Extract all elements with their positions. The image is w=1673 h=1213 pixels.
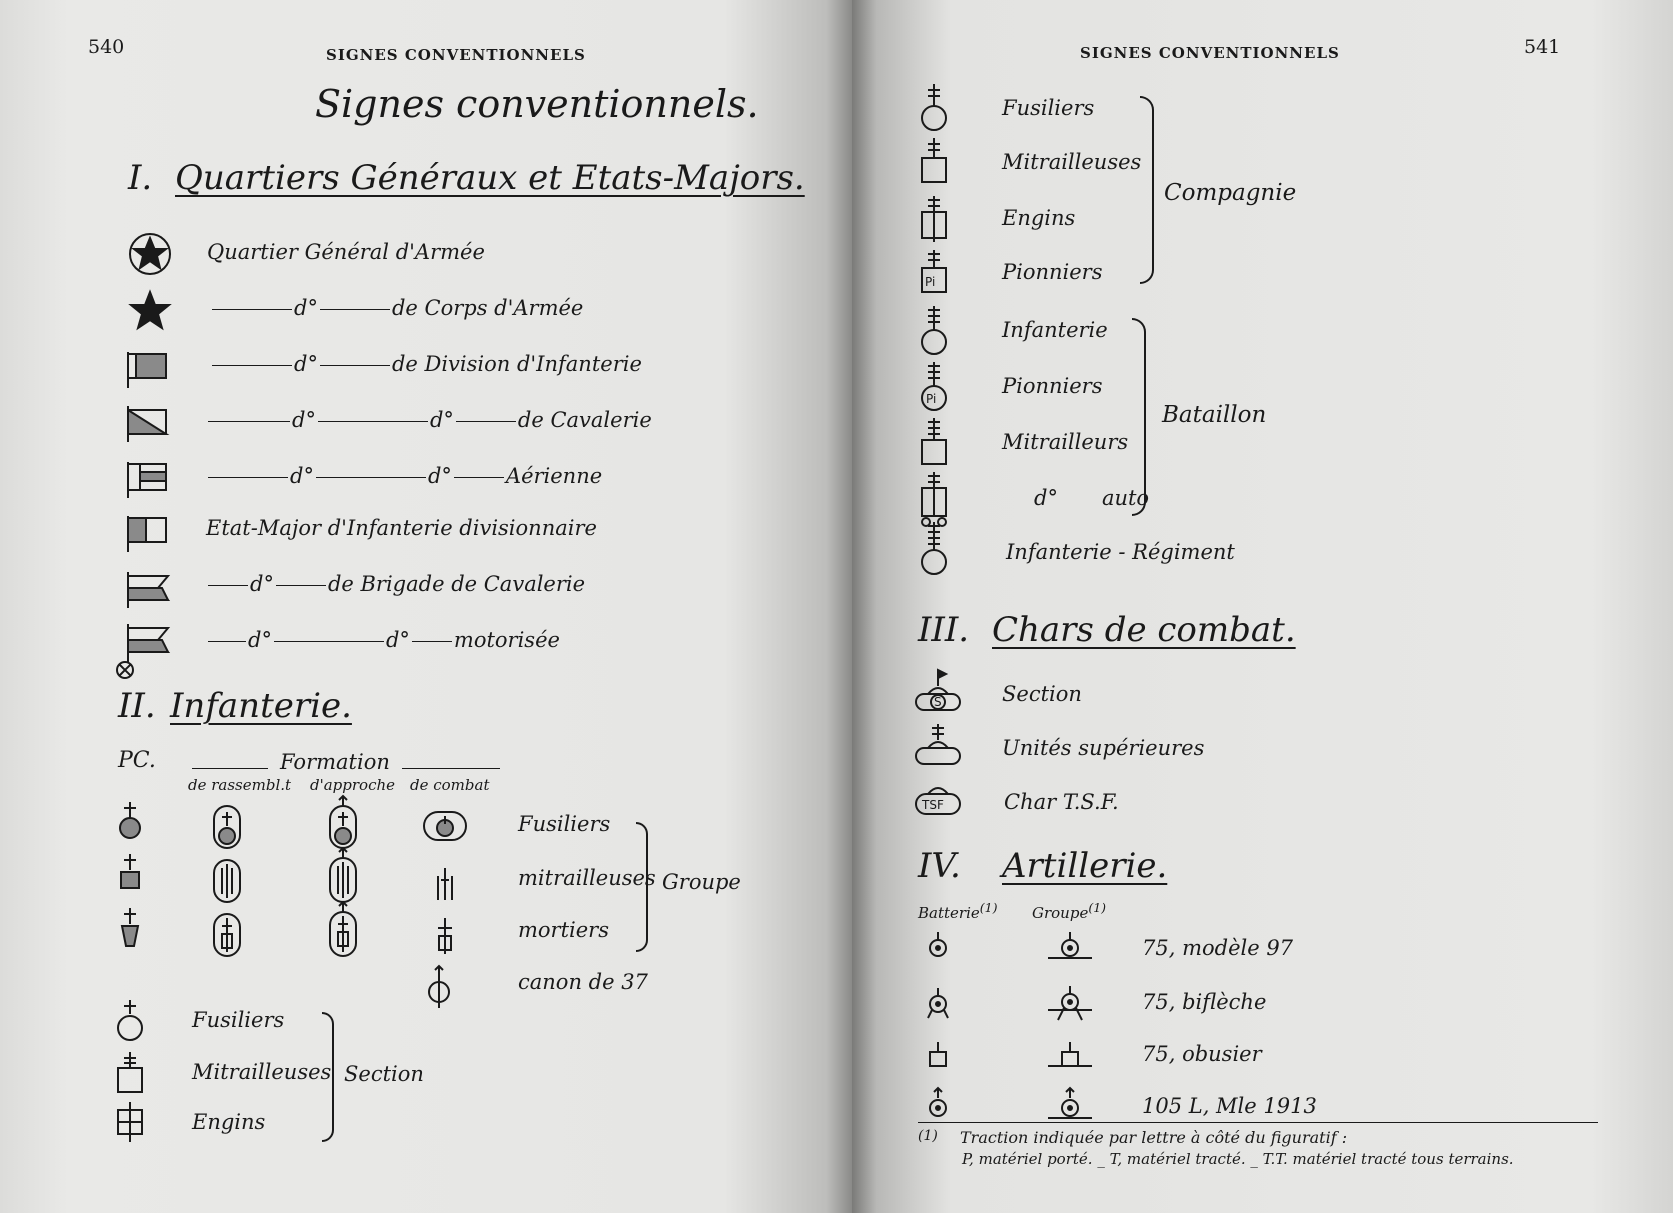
battery-75-bifleche-icon [926, 986, 950, 1020]
tank-superior-units-icon [914, 722, 964, 766]
bataillon-row-infanterie: Infanterie [1002, 318, 1108, 342]
rassemblement-fusiliers-icon [212, 804, 242, 850]
ditto-mark: d° [292, 408, 316, 432]
bataillon-row-pionniers: Pionniers [1002, 374, 1103, 398]
ditto-mark-2: d° [429, 408, 454, 432]
item-corps [210, 296, 583, 320]
compagnie-pionniers-icon [918, 248, 952, 296]
pc-mortiers-icon [118, 906, 146, 952]
formation-line-left [192, 768, 268, 769]
ditto-mark-2: d° [427, 464, 452, 488]
ditto-mark: d° [294, 352, 318, 376]
combat-mortiers-icon [432, 916, 458, 956]
running-head-left: SIGNES CONVENTIONNELS [326, 46, 586, 64]
section-row-mitrailleuses: Mitrailleuses [192, 1060, 332, 1084]
group-75-bifleche-icon [1046, 984, 1096, 1022]
formation-line-right [402, 768, 500, 769]
col-groupe-label: Groupe [1032, 904, 1089, 922]
bataillon-auto-label: auto [1101, 486, 1150, 510]
pc-mitrailleuses-icon [118, 852, 146, 892]
groupe-row-fusiliers: Fusiliers [518, 812, 611, 836]
item-aerienne-label: Aérienne [505, 464, 603, 488]
running-head-right: SIGNES CONVENTIONNELS [1080, 44, 1340, 62]
tank-section-icon [914, 668, 964, 712]
tank-item-radio: Char T.S.F. [1004, 790, 1119, 814]
formation-label: Formation [280, 750, 390, 774]
compagnie-engins-icon [918, 194, 952, 244]
col-groupe [1032, 900, 1106, 922]
tank-item-superior-units: Unités supérieures [1002, 736, 1205, 760]
combat-fusiliers-icon [422, 810, 468, 842]
motorized-flag-icon [116, 622, 172, 682]
section1-numeral: I. [128, 158, 153, 198]
approche-fusiliers-icon [328, 796, 358, 850]
item-cavalerie [206, 408, 652, 432]
page-number-right: 541 [1524, 36, 1561, 58]
ditto-mark: d° [294, 296, 318, 320]
item-brigade [206, 572, 585, 596]
compagnie-fusiliers-icon [918, 82, 952, 132]
section4-numeral: IV. [918, 846, 961, 886]
ditto-mark-2: d° [385, 628, 410, 652]
approche-mitrailleuses-icon [328, 848, 358, 904]
bataillon-label: Bataillon [1162, 402, 1267, 428]
compagnie-row-engins: Engins [1002, 206, 1076, 230]
artillery-item-75-97: 75, modèle 97 [1142, 936, 1294, 960]
rassemblement-mortiers-icon [212, 912, 242, 958]
ditto-mark: d° [1034, 486, 1058, 510]
section2-numeral: II. [118, 686, 156, 726]
footnote-ref: (1) [918, 1128, 938, 1144]
battery-105-icon [926, 1088, 950, 1122]
compagnie-row-mitrailleuses: Mitrailleuses [1002, 150, 1142, 174]
section-brace [322, 1012, 334, 1142]
pi-letters: Pi [925, 275, 936, 289]
tank-radio-letters: TSF [922, 798, 944, 812]
combat-mitrailleuses-icon [430, 866, 460, 902]
compagnie-brace [1140, 96, 1154, 284]
artillery-item-75-bifleche: 75, biflèche [1142, 990, 1267, 1014]
compagnie-row-fusiliers: Fusiliers [1002, 96, 1095, 120]
section-label: Section [344, 1062, 424, 1086]
bataillon-pionniers-icon [918, 360, 952, 412]
tank-section-letter: S [934, 695, 942, 709]
groupe-brace [636, 822, 648, 952]
section3-numeral: III. [918, 610, 970, 650]
groupe-row-canon: canon de 37 [518, 970, 648, 994]
item-motorisee [206, 628, 560, 652]
section-fusiliers-icon [116, 998, 146, 1042]
compagnie-label: Compagnie [1164, 180, 1297, 206]
footnote-mark-2: (1) [1088, 900, 1107, 915]
approche-mortiers-icon [328, 902, 358, 958]
col-batterie [918, 900, 997, 922]
ditto-mark: d° [248, 628, 272, 652]
groupe-row-mitrailleuses: mitrailleuses [518, 866, 656, 890]
page-number-left: 540 [88, 36, 125, 58]
bataillon-infanterie-icon [918, 304, 952, 356]
compagnie-row-pionniers: Pionniers [1002, 260, 1103, 284]
canon-37-icon [424, 966, 454, 1010]
battery-75-97-icon [926, 930, 950, 960]
ditto-mark: d° [290, 464, 314, 488]
bataillon-row-mitrailleurs: Mitrailleurs [1002, 430, 1129, 454]
footnote-rule [918, 1122, 1598, 1123]
hatched-flag-icon [126, 350, 170, 390]
swallowtail-flag-icon [126, 570, 172, 610]
section3-title: Chars de combat. [992, 610, 1296, 650]
right-page [852, 0, 1673, 1213]
groupe-row-mortiers: mortiers [518, 918, 609, 942]
section2-title: Infanterie. [170, 686, 352, 726]
col-combat: de combat [410, 776, 490, 794]
footnote-line-1: Traction indiquée par lettre à côté du figuratif : [960, 1128, 1348, 1147]
regiment-icon [918, 520, 952, 576]
half-hatched-flag-icon [126, 514, 170, 554]
battery-75-obusier-icon [926, 1040, 950, 1070]
col-batterie-label: Batterie [918, 904, 980, 922]
item-hq-army: Quartier Général d'Armée [207, 240, 485, 264]
star-icon [128, 290, 172, 330]
regiment-label: Infanterie - Régiment [1006, 540, 1235, 564]
banded-flag-icon [126, 460, 170, 500]
ditto-mark: d° [250, 572, 274, 596]
item-corps-label: de Corps d'Armée [391, 296, 584, 320]
col-approche: d'approche [310, 776, 396, 794]
pi-letters-2: Pi [926, 392, 937, 406]
item-cavalerie-label: de Cavalerie [517, 408, 652, 432]
section4-title: Artillerie. [1002, 846, 1168, 886]
pc-label: PC. [118, 748, 156, 773]
bataillon-mitrailleurs-icon [918, 416, 952, 468]
col-rassemblement: de rassembl.t [188, 776, 292, 794]
rassemblement-mitrailleuses-icon [212, 858, 242, 904]
section-row-engins: Engins [192, 1110, 266, 1134]
tank-radio-icon [914, 780, 964, 816]
item-brigade-label: de Brigade de Cavalerie [327, 572, 586, 596]
artillery-item-105: 105 L, Mle 1913 [1142, 1094, 1317, 1118]
section-row-fusiliers: Fusiliers [192, 1008, 285, 1032]
item-aerienne [206, 464, 602, 488]
artillery-item-75-obusier: 75, obusier [1142, 1042, 1262, 1066]
section-mitrailleuses-icon [114, 1050, 148, 1096]
group-75-97-icon [1046, 930, 1096, 962]
diagonal-flag-icon [126, 404, 170, 444]
item-motorisee-label: motorisée [453, 628, 560, 652]
footnote-mark-1: (1) [979, 900, 998, 915]
page-title: Signes conventionnels. [315, 82, 759, 126]
star-in-circle-icon [128, 232, 174, 278]
group-75-obusier-icon [1046, 1040, 1096, 1070]
item-etat-major: Etat-Major d'Infanterie divisionnaire [206, 516, 597, 540]
item-division [210, 352, 642, 376]
tank-item-section: Section [1002, 682, 1082, 706]
section-engins-icon [114, 1100, 148, 1144]
compagnie-mitrailleuses-icon [918, 136, 952, 186]
pc-fusiliers-icon [118, 800, 146, 840]
footnote-line-2: P, matériel porté. _ T, matériel tracté. _ T.T. matériel tracté tous terrains. [962, 1150, 1514, 1168]
groupe-label: Groupe [662, 870, 741, 894]
section1-title: Quartiers Généraux et Etats-Majors. [175, 158, 805, 198]
item-division-label: de Division d'Infanterie [391, 352, 642, 376]
bataillon-brace [1132, 318, 1146, 516]
group-105-icon [1046, 1088, 1096, 1122]
